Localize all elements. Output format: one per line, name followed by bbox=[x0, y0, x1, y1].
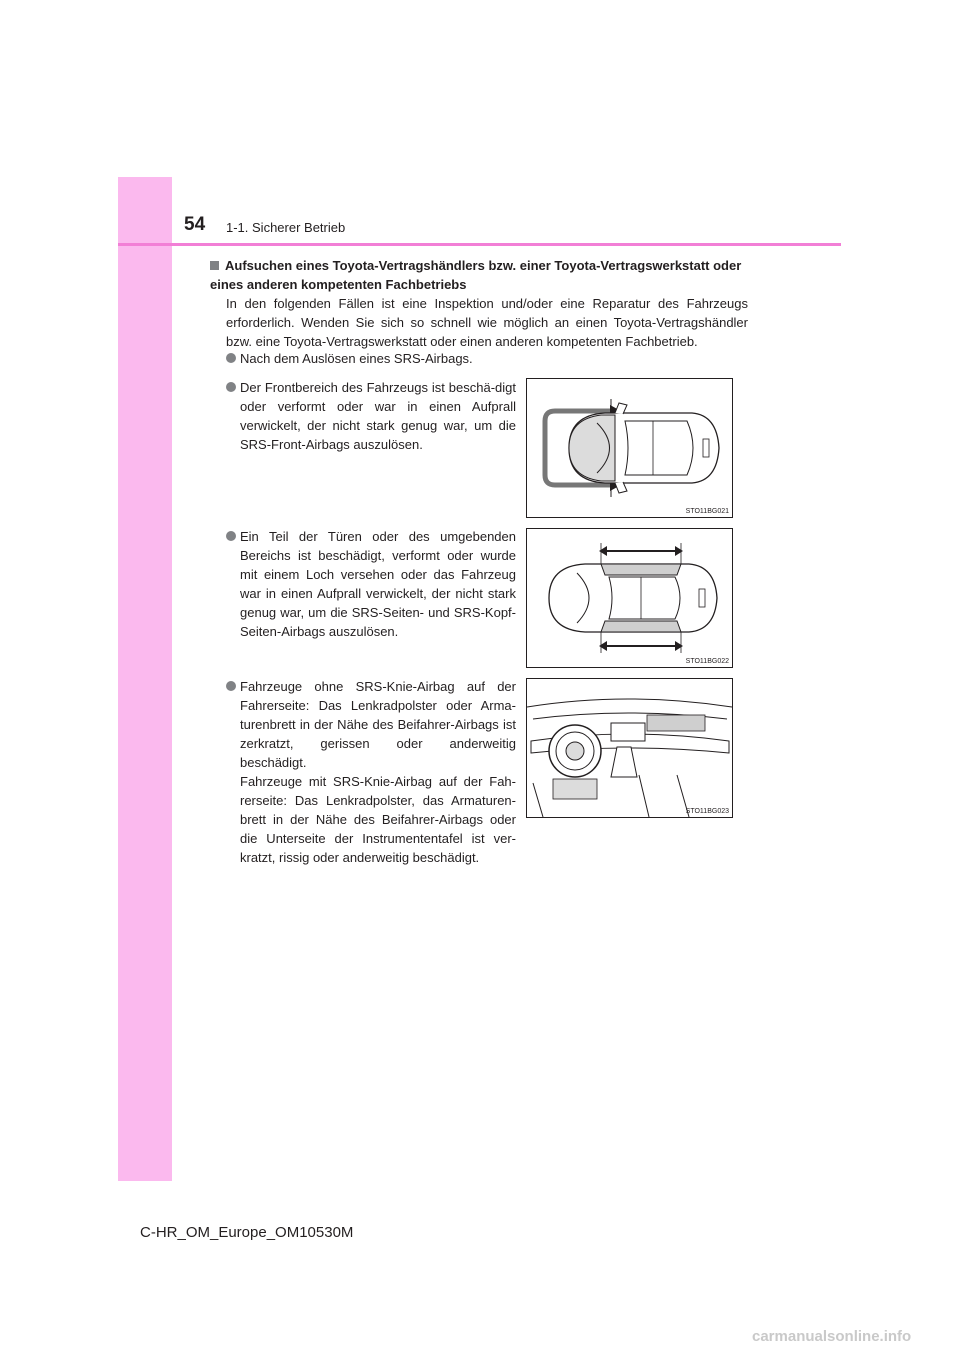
section-title: 1-1. Sicherer Betrieb bbox=[226, 220, 346, 235]
figure-code: STO11BG021 bbox=[685, 508, 729, 515]
dashboard-illustration bbox=[527, 679, 732, 817]
list-item: Fahrzeuge ohne SRS-Knie-Airbag auf der Fahrerseite: Das Lenkradpolster oder Arma-turenbrett in der Nähe des Beifahrer-Airbags ist zerkratzt, gerissen oder anderweitig beschädigt. Fahrzeuge mit SRS-Knie-Airbag auf der Fah-rerseite: Das Lenkradpolster, das Armaturen-brett in der Nähe des Beifahrer-Airbags oder die Unterseite der Instrumententafel ist ver-kratzt, rissig oder anderweitig beschädigt. bbox=[226, 677, 516, 867]
square-bullet-icon bbox=[210, 261, 219, 270]
list-item: Ein Teil der Türen oder des umgebenden Bereichs ist beschädigt, verformt oder wurde mit einem Loch versehen oder das Fahrzeug war in einen Aufprall verwickelt, der nicht stark genug war, um die SRS-Seiten- und SRS-Kopf-Seiten-Airbags auszulösen. bbox=[226, 527, 516, 641]
list-item: Der Frontbereich des Fahrzeugs ist beschä-digt oder verformt oder war in einen Aufprall verwickelt, der nicht stark genug war, um die SRS-Front-Airbags auszulösen. bbox=[226, 378, 516, 454]
intro-paragraph: In den folgenden Fällen ist eine Inspektion und/oder eine Reparatur des Fahrzeugs erforderlich. Wenden Sie sich so schnell wie möglich an einen Toyota-Vertragshändler bzw. eine Toyota-Vertragswerkstatt oder einen anderen kompetenten Fachbetrieb. bbox=[226, 296, 748, 349]
chapter-sidebar-tab bbox=[118, 177, 172, 1181]
figure-front-impact bbox=[526, 378, 733, 518]
car-top-view-side-illustration bbox=[527, 529, 732, 667]
figure-dashboard bbox=[526, 678, 733, 818]
bullet-icon bbox=[226, 681, 236, 691]
bullet-icon bbox=[226, 353, 236, 363]
page-number: 54 bbox=[184, 214, 206, 235]
document-id: C-HR_OM_Europe_OM10530M bbox=[140, 1224, 354, 1241]
header-rule bbox=[118, 243, 841, 246]
section-heading bbox=[210, 256, 750, 294]
car-top-view-front-illustration bbox=[527, 379, 732, 517]
list-item: Nach dem Auslösen eines SRS-Airbags. bbox=[226, 349, 748, 368]
watermark: carmanualsonline.info bbox=[752, 1328, 912, 1345]
heading-text: Aufsuchen eines Toyota-Vertragshändlers bzw. einer Toyota-Vertragswerkstatt oder eines anderen kompetenten Fachbetriebs bbox=[210, 258, 742, 292]
bullet-icon bbox=[226, 531, 236, 541]
figure-code: STO11BG023 bbox=[685, 808, 729, 815]
bullet-icon bbox=[226, 382, 236, 392]
figure-side-impact bbox=[526, 528, 733, 668]
figure-code: STO11BG022 bbox=[685, 658, 729, 665]
